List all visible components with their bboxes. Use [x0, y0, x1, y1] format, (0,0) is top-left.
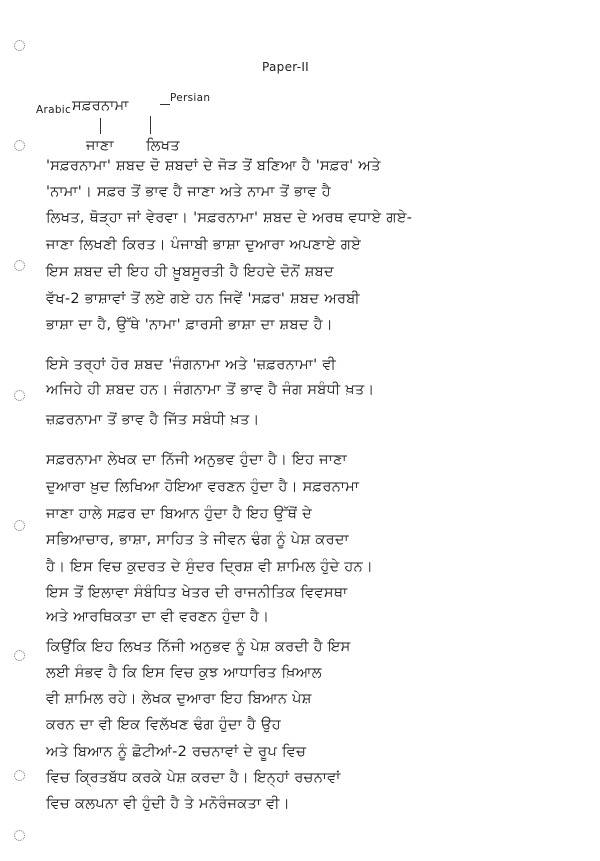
binder-hole — [14, 520, 25, 531]
binder-hole — [14, 390, 25, 401]
text-line: ਸਭਿਆਚਾਰ, ਭਾਸ਼ਾ, ਸਾਹਿਤ ਤੇ ਜੀਵਨ ਢੰਗ ਨੂੰ ਪੇਸ਼ ਕਰਦਾ — [46, 532, 349, 548]
text-line: ਵਿਚ ਕ੍ਰਿਤਬੱਧ ਕਰਕੇ ਪੇਸ਼ ਕਰਦਾ ਹੈ। ਇਨ੍ਹਾਂ ਰਚਨਾਵਾਂ — [46, 770, 341, 786]
text-line: ਭਾਸ਼ਾ ਦਾ ਹੈ, ਉੱਥੇ 'ਨਾਮਾ' ਫ਼ਾਰਸੀ ਭਾਸ਼ਾ ਦਾ ਸ਼ਬਦ ਹੈ। — [46, 317, 333, 333]
binder-hole — [14, 770, 25, 781]
text-line: ਲਈ ਸੰਭਵ ਹੈ ਕਿ ਇਸ ਵਿਚ ਕੁਝ ਆਧਾਰਿਤ ਖ਼ਿਆਲ — [46, 665, 322, 681]
text-line: ਹੈ। ਇਸ ਵਿਚ ਕੁਦਰਤ ਦੇ ਸੁੰਦਰ ਦ੍ਰਿਸ਼ ਵੀ ਸ਼ਾਮਿਲ ਹੁੰਦੇ ਹਨ। — [46, 559, 374, 575]
diagram-split-left: ਜਾਣਾ — [86, 138, 114, 154]
diagram-left-label: Arabic — [36, 104, 72, 116]
text-line: ਕਰਨ ਦਾ ਵੀ ਇਕ ਵਿਲੱਖਣ ਢੰਗ ਹੁੰਦਾ ਹੈ ਉਹ — [46, 717, 281, 733]
text-line: ਵੱਖ-2 ਭਾਸ਼ਾਵਾਂ ਤੋਂ ਲਏ ਗਏ ਹਨ ਜਿਵੇਂ 'ਸਫ਼ਰ' ਸ਼ਬਦ ਅਰਬੀ — [46, 291, 360, 307]
text-line: ਵਿਚ ਕਲਪਨਾ ਵੀ ਹੁੰਦੀ ਹੈ ਤੇ ਮਨੋਰੰਜਕਤਾ ਵੀ। — [46, 796, 290, 812]
text-line: ਜ਼ਫ਼ਰਨਾਮਾ ਤੋਂ ਭਾਵ ਹੈ ਜਿੱਤ ਸਬੰਧੀ ਖ਼ਤ। — [46, 412, 260, 428]
binder-hole — [14, 650, 25, 661]
binder-hole — [14, 830, 25, 841]
diagram-stem-left — [100, 118, 101, 134]
binder-holes — [14, 30, 28, 850]
diagram-dash — [160, 104, 170, 105]
binder-hole — [14, 140, 25, 151]
text-line: ਵੀ ਸ਼ਾਮਿਲ ਰਹੇ। ਲੇਖਕ ਦੁਆਰਾ ਇਹ ਬਿਆਨ ਪੇਸ਼ — [46, 691, 312, 707]
diagram-stem-right — [150, 116, 151, 134]
text-line: ਅਜਿਹੇ ਹੀ ਸ਼ਬਦ ਹਨ। ਜੰਗਨਾਮਾ ਤੋਂ ਭਾਵ ਹੈ ਜੰਗ ਸਬੰਧੀ ਖ਼ਤ। — [46, 382, 375, 398]
text-line: ਇਸ ਸ਼ਬਦ ਦੀ ਇਹ ਹੀ ਖ਼ੂਬਸੂਰਤੀ ਹੈ ਇਹਦੇ ਦੋਨੋਂ ਸ਼ਬਦ — [46, 264, 334, 280]
page-title: Paper-II — [262, 60, 310, 74]
binder-hole — [14, 40, 25, 51]
text-line: ਜਾਣਾ ਲਿਖਣੀ ਕਿਰਤ। ਪੰਜਾਬੀ ਭਾਸ਼ਾ ਦੁਆਰਾ ਅਪਣਾਏ ਗਏ — [46, 237, 362, 253]
text-line: 'ਨਾਮਾ'। ਸਫ਼ਰ ਤੋਂ ਭਾਵ ਹੈ ਜਾਣਾ ਅਤੇ ਨਾਮਾ ਤੋਂ ਭਾਵ ਹੈ — [46, 184, 331, 200]
diagram-split-right: ਲਿਖਤ — [146, 138, 180, 154]
text-line: ਦੁਆਰਾ ਖ਼ੁਦ ਲਿਖਿਆ ਹੋਇਆ ਵਰਣਨ ਹੁੰਦਾ ਹੈ। ਸਫ਼ਰਨਾਮਾ — [46, 479, 360, 495]
text-line: ਇਸ ਤੋਂ ਇਲਾਵਾ ਸੰਬੰਧਿਤ ਖੇਤਰ ਦੀ ਰਾਜਨੀਤਿਕ ਵਿਵਸਥਾ — [46, 585, 348, 601]
text-line: ਅਤੇ ਆਰਥਿਕਤਾ ਦਾ ਵੀ ਵਰਣਨ ਹੁੰਦਾ ਹੈ। — [46, 609, 270, 625]
text-line: ਇਸੇ ਤਰ੍ਹਾਂ ਹੋਰ ਸ਼ਬਦ 'ਜੰਗਨਾਮਾ ਅਤੇ 'ਜ਼ਫ਼ਰਨਾਮਾ' ਵੀ — [46, 357, 337, 373]
binder-hole — [14, 260, 25, 271]
diagram-word: ਸਫ਼ਰਨਾਮਾ — [72, 98, 129, 114]
text-line: ਜਾਣਾ ਹਾਲੇ ਸਫ਼ਰ ਦਾ ਬਿਆਨ ਹੁੰਦਾ ਹੈ ਇਹ ਉੱਥੋਂ ਦੇ — [46, 506, 313, 522]
diagram-right-label: Persian — [170, 92, 211, 104]
text-line: 'ਸਫ਼ਰਨਾਮਾ' ਸ਼ਬਦ ਦੋ ਸ਼ਬਦਾਂ ਦੇ ਜੋੜ ਤੋਂ ਬਣਿਆ ਹੈ 'ਸਫ਼ਰ' ਅਤੇ — [46, 158, 381, 174]
text-line: ਸਫ਼ਰਨਾਮਾ ਲੇਖਕ ਦਾ ਨਿੱਜੀ ਅਨੁਭਵ ਹੁੰਦਾ ਹੈ। ਇਹ ਜਾਣਾ — [46, 452, 347, 468]
text-line: ਅਤੇ ਬਿਆਨ ਨੂੰ ਛੋਟੀਆਂ-2 ਰਚਨਾਵਾਂ ਦੇ ਰੂਪ ਵਿਚ — [46, 744, 307, 760]
text-line: ਲਿਖਤ, ਥੋੜ੍ਹਾ ਜਾਂ ਵੇਰਵਾ। 'ਸਫ਼ਰਨਾਮਾ' ਸ਼ਬਦ ਦੇ ਅਰਥ ਵਧਾਏ ਗਏ- — [46, 210, 413, 226]
text-line: ਕਿਉਂਕਿ ਇਹ ਲਿਖਤ ਨਿੱਜੀ ਅਨੁਭਵ ਨੂੰ ਪੇਸ਼ ਕਰਦੀ ਹੈ ਇਸ — [46, 639, 351, 655]
